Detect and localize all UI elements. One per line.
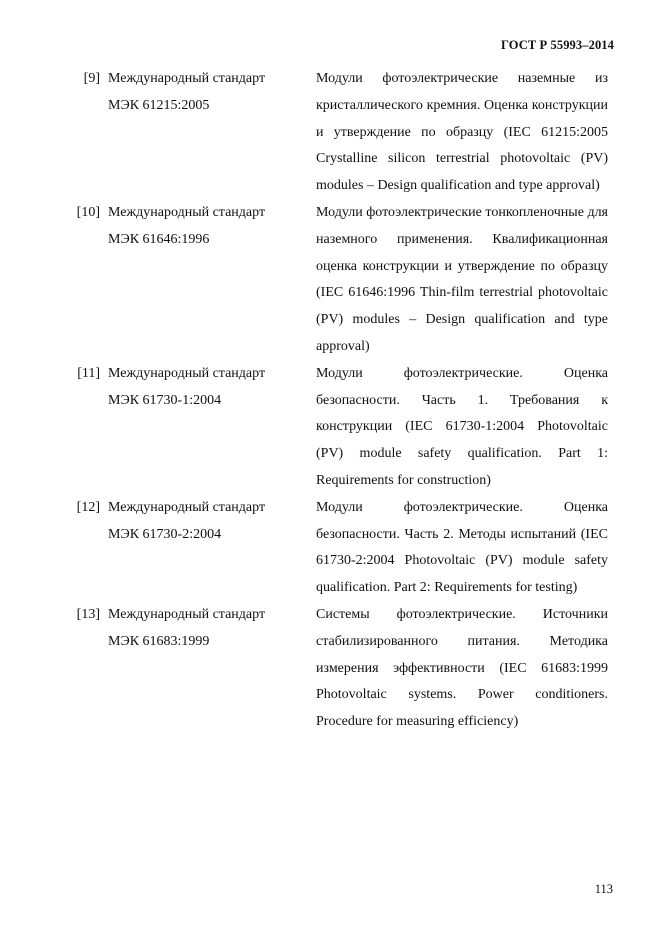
- entry-source-type: Международный стандарт: [108, 499, 266, 515]
- entry-source-code: МЭК 61730-1:2004: [108, 392, 222, 408]
- entry-title: Модули фотоэлектрические тонкопленочные для наземного применения. Квалификационная оценка конструкции и утверждение по образцу (IEC 61646:1996 Thin-film terrestrial photovoltaic (PV) modules – Design qualification and type approval): [316, 204, 608, 354]
- entry-source-type: Международный стандарт: [108, 365, 266, 381]
- entry-source-code: МЭК 61646:1996: [108, 231, 210, 247]
- entry-number: [10]: [76, 204, 100, 220]
- entry-source: [108, 200, 308, 254]
- entry-source: [108, 602, 308, 656]
- entry-source-type: Международный стандарт: [108, 204, 266, 220]
- entry-number: [9]: [83, 71, 100, 86]
- entry-source-code: МЭК 61730-2:2004: [108, 526, 222, 542]
- entry-source: [108, 66, 308, 120]
- bibliography-entry: [0, 602, 661, 736]
- entry-source-code: МЭК 61215:2005: [108, 97, 210, 113]
- page-number: 113: [594, 882, 613, 896]
- entry-source-type: Международный стандарт: [108, 71, 266, 86]
- entry-title: Модули фотоэлектрические. Оценка безопасности. Часть 2. Методы испытаний (IEC 61730-2:2004 Photovoltaic (PV) module safety qualification. Part 2: Requirements for testing): [316, 499, 608, 596]
- entry-source-type: Международный стандарт: [108, 606, 266, 622]
- bibliography-entry: [0, 66, 661, 200]
- bibliography-list: [0, 66, 661, 736]
- entry-source: [108, 495, 308, 549]
- entry-source-code: МЭК 61683:1999: [108, 633, 210, 649]
- entry-title: Модули фотоэлектрические наземные из кристаллического кремния. Оценка конструкции и утверждение по образцу (IEC 61215:2005 Crystalline silicon terrestrial photovoltaic (PV) modules – Design qualification and type approval): [316, 71, 608, 194]
- bibliography-entry: [0, 200, 661, 361]
- entry-number: [13]: [76, 606, 100, 622]
- entry-title: Системы фотоэлектрические. Источники стабилизированного питания. Методика измерения эффективности (IEC 61683:1999 Photovoltaic systems. Power conditioners. Procedure for measuring efficiency): [316, 606, 608, 730]
- bibliography-entry: [0, 495, 661, 602]
- document-header: ГОСТ Р 55993–2014: [501, 38, 614, 52]
- entry-number: [11]: [77, 365, 100, 381]
- entry-title: Модули фотоэлектрические. Оценка безопасности. Часть 1. Требования к конструкции (IEC 61730-1:2004 Photovoltaic (PV) module safety qualification. Part 1: Requirements for construction): [316, 365, 608, 488]
- entry-source: [108, 361, 308, 415]
- entry-number: [12]: [76, 499, 100, 515]
- bibliography-entry: [0, 361, 661, 495]
